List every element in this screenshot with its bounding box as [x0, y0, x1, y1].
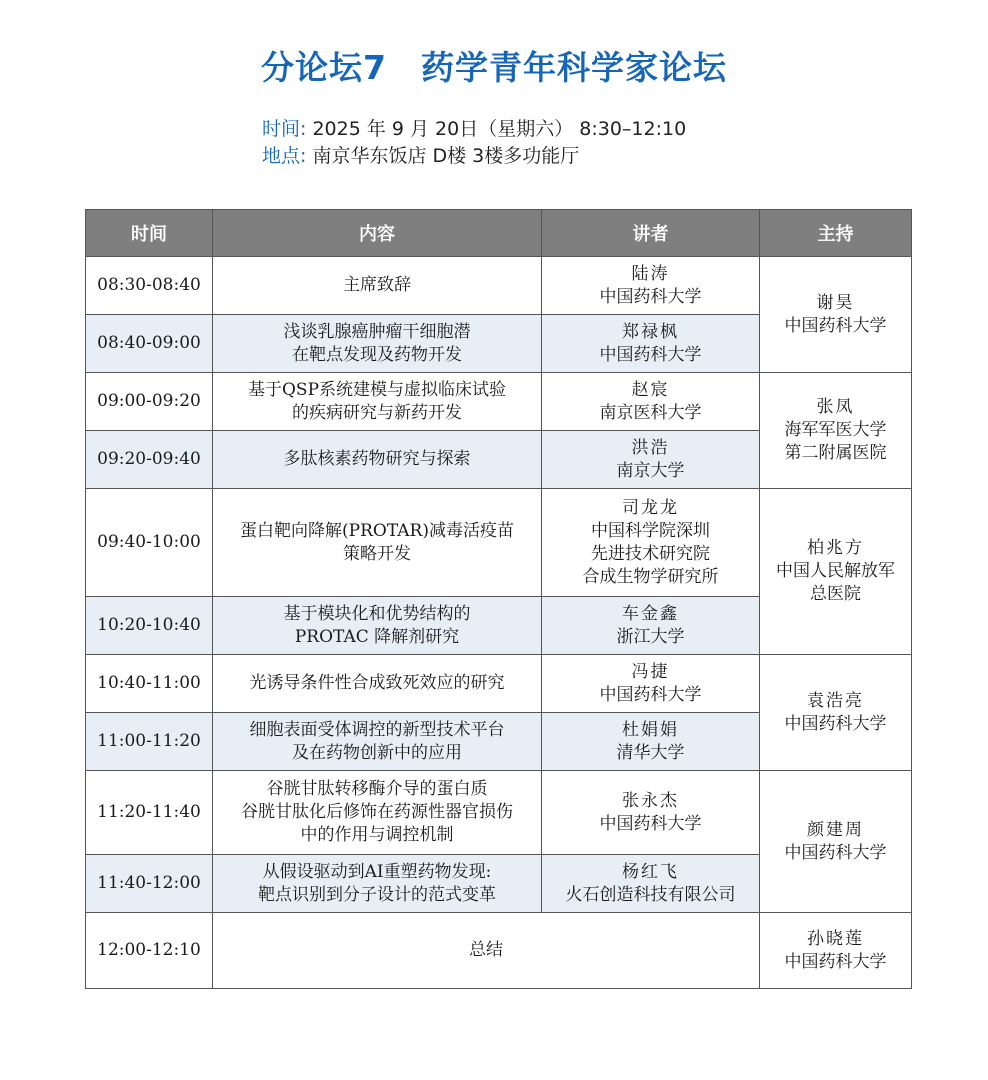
- header-content: 内容: [213, 210, 542, 257]
- speaker-affiliation: 火石创造科技有限公司: [565, 884, 736, 905]
- time-cell: 10:20-10:40: [86, 597, 213, 655]
- content-line: 谷胱甘肽转移酶介导的蛋白质: [266, 779, 488, 799]
- time-cell: 09:20-09:40: [86, 431, 213, 489]
- speaker-name: 洪浩: [631, 437, 670, 458]
- speaker-cell: [542, 713, 760, 771]
- content-line: 主席致辞: [343, 275, 411, 295]
- speaker-affiliation: 中国药科大学: [599, 684, 702, 705]
- speaker-cell: [542, 315, 760, 373]
- content-line: 谷胱甘肽化后修饰在药源性器官损伤: [241, 802, 513, 822]
- time-cell: 12:00-12:10: [86, 913, 213, 989]
- content-line: 总结: [469, 940, 503, 960]
- host-cell: [760, 489, 912, 655]
- speaker-name: 陆涛: [631, 263, 670, 284]
- host-affiliation: 第二附属医院: [784, 443, 887, 463]
- content-cell: [213, 257, 542, 315]
- speaker-affiliation: 南京医科大学: [599, 402, 702, 423]
- header-time: 时间: [86, 210, 213, 257]
- speaker-name: 杨红飞: [622, 861, 679, 882]
- host-affiliation: 海军军医大学: [784, 420, 887, 440]
- content-line: 光诱导条件性合成致死效应的研究: [249, 673, 505, 693]
- table-row: [86, 373, 912, 431]
- host-affiliation: 中国药科大学: [784, 951, 887, 972]
- event-info: [262, 116, 686, 170]
- content-cell: [213, 771, 542, 855]
- content-cell: [213, 855, 542, 913]
- content-line: 从假设驱动到AI重塑药物发现:: [262, 861, 492, 882]
- host-affiliation: 中国药科大学: [784, 315, 887, 336]
- content-cell: [213, 489, 542, 597]
- content-line: 策略开发: [343, 543, 411, 564]
- content-line: 及在药物创新中的应用: [292, 742, 462, 763]
- content-cell: [213, 597, 542, 655]
- content-line: 蛋白靶向降解(PROTAR)减毒活疫苗: [240, 520, 514, 541]
- speaker-cell: [542, 257, 760, 315]
- time-cell: 09:40-10:00: [86, 489, 213, 597]
- host-affiliation: 中国药科大学: [784, 713, 887, 734]
- time-value: 2025 年 9 月 20日（星期六） 8:30–12:10: [312, 118, 687, 140]
- speaker-affiliation: 合成生物学研究所: [582, 566, 719, 587]
- time-cell: 11:20-11:40: [86, 771, 213, 855]
- content-line: 基于模块化和优势结构的: [283, 603, 471, 624]
- content-cell: [213, 713, 542, 771]
- speaker-name: 车金鑫: [622, 603, 679, 624]
- content-line: 在靶点发现及药物开发: [292, 344, 462, 365]
- table-row: [86, 489, 912, 597]
- speaker-name: 张永杰: [622, 790, 679, 811]
- content-line: 多肽核素药物研究与探索: [283, 449, 471, 469]
- content-cell: [213, 315, 542, 373]
- host-cell: [760, 373, 912, 489]
- table-row: [86, 655, 912, 713]
- speaker-affiliation: 南京大学: [616, 460, 685, 481]
- host-affiliation: 中国人民解放军: [776, 561, 895, 581]
- content-cell: [213, 913, 760, 989]
- host-name: 袁浩亮: [807, 690, 864, 711]
- speaker-affiliation: 中国药科大学: [599, 344, 702, 365]
- content-cell: [213, 655, 542, 713]
- host-cell: [760, 655, 912, 771]
- content-line: 基于QSP系统建模与虚拟临床试验: [247, 379, 507, 400]
- page-title: [0, 42, 988, 89]
- speaker-name: 赵宸: [631, 379, 670, 400]
- speaker-affiliation: 中国药科大学: [599, 286, 702, 307]
- host-name: 柏兆方: [807, 538, 864, 558]
- host-cell: [760, 257, 912, 373]
- time-label: 时间:: [262, 118, 307, 140]
- speaker-affiliation: 浙江大学: [616, 626, 685, 647]
- schedule-table: [85, 209, 912, 989]
- host-affiliation: 中国药科大学: [784, 842, 887, 863]
- speaker-affiliation: 先进技术研究院: [591, 543, 710, 564]
- speaker-name: 司龙龙: [622, 497, 679, 518]
- header-speaker: 讲者: [542, 210, 760, 257]
- content-line: 中的作用与调控机制: [300, 825, 454, 845]
- location-label: 地点:: [262, 145, 307, 167]
- host-name: 谢昊: [816, 292, 855, 313]
- content-line: 的疾病研究与新药开发: [292, 402, 462, 423]
- time-cell: 10:40-11:00: [86, 655, 213, 713]
- content-line: 细胞表面受体调控的新型技术平台: [249, 719, 505, 740]
- speaker-cell: [542, 489, 760, 597]
- location-row: [262, 143, 686, 170]
- content-line: PROTAC 降解剂研究: [294, 626, 460, 647]
- speaker-name: 冯捷: [631, 661, 670, 682]
- speaker-cell: [542, 597, 760, 655]
- table-row: [86, 771, 912, 855]
- header-host: 主持: [760, 210, 912, 257]
- time-row: [262, 116, 686, 143]
- speaker-name: 杜娟娟: [622, 719, 679, 740]
- speaker-affiliation: 中国药科大学: [599, 813, 702, 834]
- content-cell: [213, 431, 542, 489]
- content-line: 靶点识别到分子设计的范式变革: [258, 884, 496, 905]
- host-cell: [760, 913, 912, 989]
- table-row: [86, 913, 912, 989]
- content-cell: [213, 373, 542, 431]
- speaker-cell: [542, 655, 760, 713]
- speaker-cell: [542, 855, 760, 913]
- content-line: 浅谈乳腺癌肿瘤干细胞潜: [283, 321, 471, 342]
- speaker-affiliation: 中国科学院深圳: [591, 520, 710, 541]
- table-header-row: [86, 210, 912, 257]
- forum-name: 药学青年科学家论坛: [420, 48, 727, 87]
- time-cell: 11:40-12:00: [86, 855, 213, 913]
- host-name: 颜建周: [807, 819, 864, 840]
- speaker-name: 郑禄枫: [622, 321, 679, 342]
- time-cell: 09:00-09:20: [86, 373, 213, 431]
- speaker-affiliation: 清华大学: [616, 742, 685, 763]
- host-name: 孙晓莲: [807, 928, 864, 949]
- time-cell: 08:40-09:00: [86, 315, 213, 373]
- host-name: 张凤: [816, 397, 855, 417]
- table-row: [86, 257, 912, 315]
- speaker-cell: [542, 431, 760, 489]
- forum-number: 分论坛7: [261, 48, 387, 87]
- speaker-cell: [542, 771, 760, 855]
- location-value: 南京华东饭店 D楼 3楼多功能厅: [312, 145, 580, 167]
- time-cell: 08:30-08:40: [86, 257, 213, 315]
- speaker-cell: [542, 373, 760, 431]
- host-affiliation: 总医院: [810, 584, 861, 604]
- time-cell: 11:00-11:20: [86, 713, 213, 771]
- host-cell: [760, 771, 912, 913]
